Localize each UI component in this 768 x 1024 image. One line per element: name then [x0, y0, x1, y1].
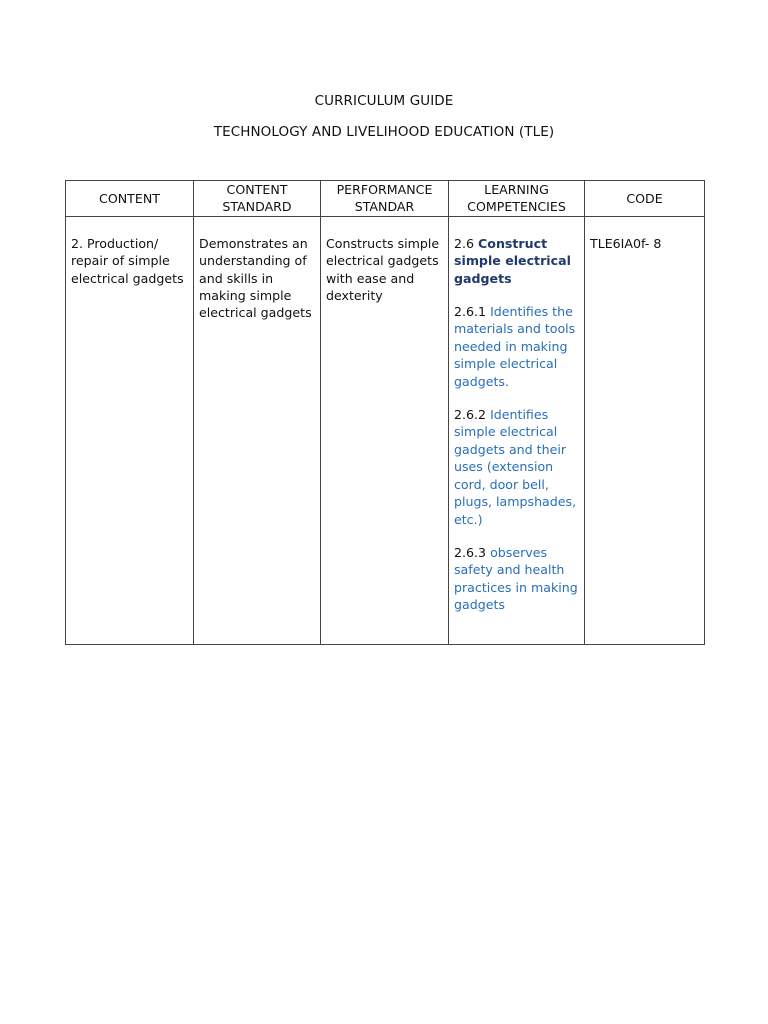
competency-item — [454, 303, 579, 390]
cell-performance-standard: Constructs simple electrical gadgets with ease and dexterity — [321, 216, 449, 644]
cell-learning-competencies — [449, 216, 585, 644]
cell-content: 2. Production/ repair of simple electrical gadgets — [66, 216, 194, 644]
competency-main-number: 2.6 — [454, 235, 475, 251]
competency-number: 2.6.2 — [454, 407, 487, 423]
competency-text: observes safety and health practices in making gadgets — [454, 544, 578, 613]
guide-title: CURRICULUM GUIDE — [314, 93, 454, 109]
competency-main-text: Construct simple electrical gadgets — [454, 235, 571, 286]
table-header-row — [66, 181, 705, 217]
competency-main — [454, 235, 579, 287]
subject-title: TECHNOLOGY AND LIVELIHOOD EDUCATION (TLE) — [213, 124, 555, 140]
competency-number: 2.6.1 — [454, 304, 487, 320]
competency-text: Identifies the materials and tools needed in making simple electrical gadgets. — [454, 304, 576, 389]
column-header-learning-competencies: LEARNING COMPETENCIES — [449, 181, 585, 217]
table-row — [66, 216, 705, 644]
cell-content-standard: Demonstrates an understanding of and skills in making simple electrical gadgets — [194, 216, 321, 644]
cell-code: TLE6IA0f- 8 — [585, 216, 705, 644]
column-header-content-standard: CONTENT STANDARD — [194, 181, 321, 217]
competency-text: Identifies simple electrical gadgets and their uses (extension cord, door bell, plugs, lampshades, etc.) — [454, 407, 577, 527]
competency-item — [454, 406, 579, 528]
curriculum-table — [65, 180, 705, 645]
competency-item — [454, 544, 579, 614]
competency-number: 2.6.3 — [454, 544, 487, 560]
column-header-code: CODE — [585, 181, 705, 217]
column-header-performance-standard: PERFORMANCE STANDAR — [321, 181, 449, 217]
column-header-content: CONTENT — [66, 181, 194, 217]
